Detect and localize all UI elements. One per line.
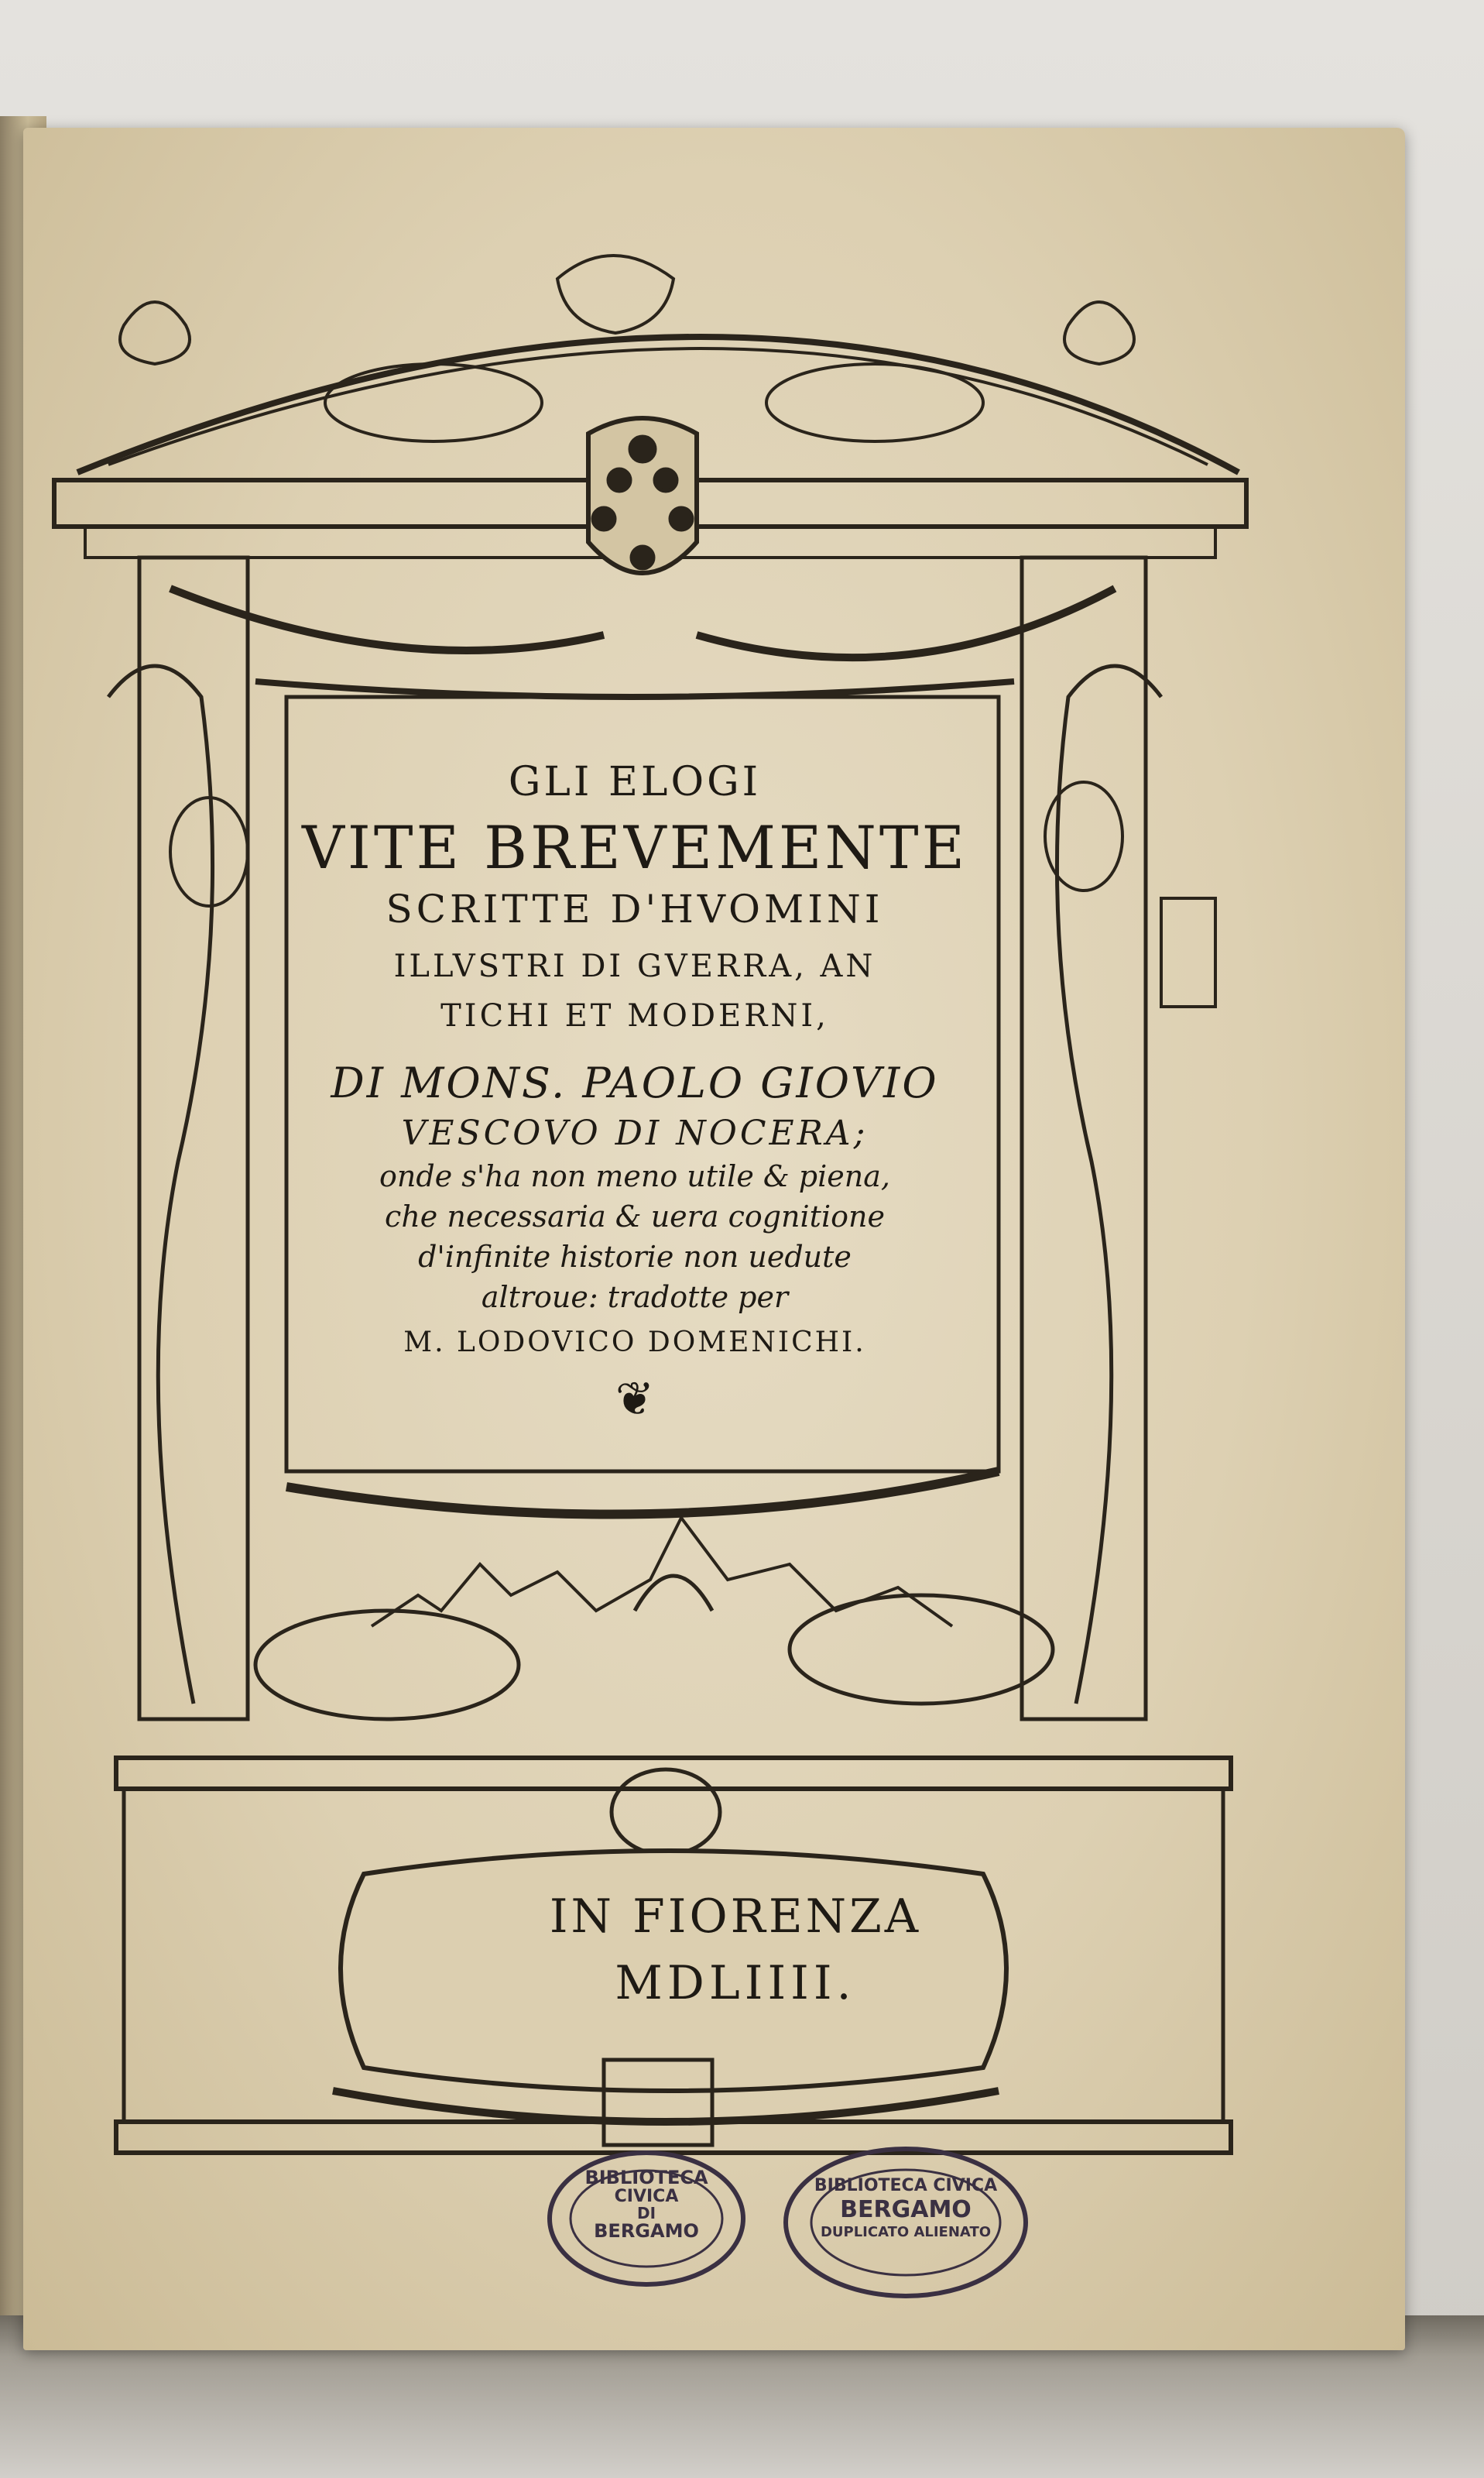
title-line: SCRITTE D'HVOMINI: [386, 887, 884, 932]
imprint-year: MDLIIII.: [615, 1956, 856, 2010]
stamp-right-text: [805, 2176, 1006, 2241]
title-line: ILLVSTRI DI GVERRA, AN: [393, 949, 876, 984]
imprint-place: IN FIORENZA: [549, 1889, 922, 1944]
description-line: altroue: tradotte per: [481, 1280, 789, 1314]
title-line: VITE BREVEMENTE: [301, 813, 968, 882]
author-line: DI MONS. PAOLO GIOVIO: [331, 1059, 939, 1107]
stamp-right-line: DUPLICATO ALIENATO: [820, 2224, 992, 2241]
stamp-left-line: BERGAMO: [594, 2220, 699, 2243]
description-line: che necessaria & uera cognitione: [385, 1200, 885, 1234]
author-line: VESCOVO DI NOCERA;: [401, 1114, 869, 1153]
translator-line: M. LODOVICO DOMENICHI.: [403, 1327, 866, 1358]
imprint-cartouche: [434, 1889, 1037, 2010]
stamp-right-line: BIBLIOTECA CIVICA: [814, 2176, 998, 2195]
description-line: onde s'ha non meno utile & piena,: [379, 1159, 890, 1193]
stamp-left-line: DI: [636, 2204, 656, 2223]
title-cartouche: [286, 743, 983, 1440]
stamp-left-line: CIVICA: [614, 2187, 679, 2207]
title-line: GLI ELOGI: [508, 759, 762, 805]
stamp-right-line: BERGAMO: [840, 2196, 972, 2224]
stamp-left-text: [573, 2168, 720, 2241]
description-line: d'infinite historie non uedute: [418, 1240, 852, 1274]
fleuron-icon: ❦: [615, 1372, 655, 1426]
stamp-left-line: BIBLIOTECA: [584, 2167, 708, 2188]
title-line: TICHI ET MODERNI,: [440, 998, 829, 1034]
